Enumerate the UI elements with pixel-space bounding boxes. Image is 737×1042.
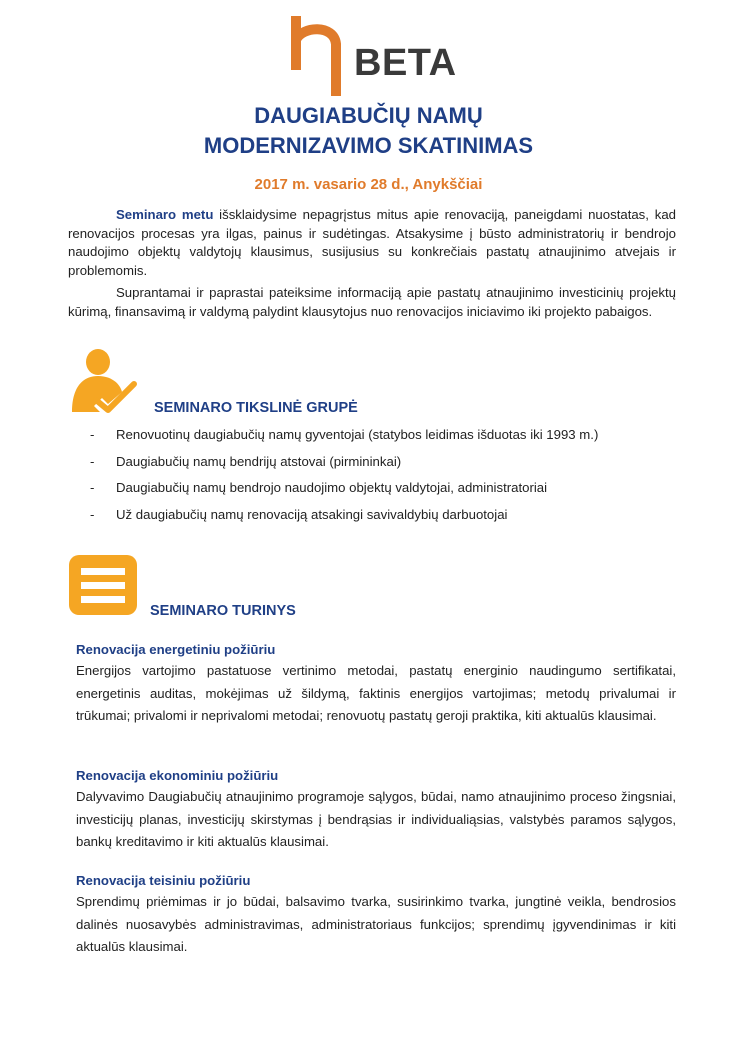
content-title: SEMINARO TURINYS — [150, 603, 296, 619]
page-title-line2: MODERNIZAVIMO SKATINIMAS — [203, 133, 534, 158]
intro-paragraph-2: Suprantamai ir paprastai pateiksime informaciją apie pastatų atnaujinimo investicinių projektų kūrimą, finansavimą ir valdymą palydint klausytojus nuo renovacijos iniciavimo iki projekto pabaigos. — [68, 285, 676, 319]
document-lines-icon — [69, 555, 137, 615]
section-heading-economic: Renovacija ekonominiu požiūriu — [76, 768, 279, 783]
date-place: 2017 m. vasario 28 d., Anykščiai — [254, 176, 483, 193]
target-group-title: SEMINARO TIKSLINĖ GRUPĖ — [154, 400, 358, 416]
list-item: - Už daugiabučių namų renovaciją atsakingi savivaldybių darbuotojai — [90, 506, 508, 522]
section-heading-energy: Renovacija energetiniu požiūriu — [76, 642, 276, 657]
person-check-icon — [68, 348, 138, 416]
section-text-energy: Energijos vartojimo pastatuose vertinimo metodai, pastatų energinio naudingumo sertifikatai, energetinis auditas, mokėjimas už šildymą, faktinis energijos vartojimas; metodų privalumai ir trūkumai; privalomi ir neprivalomi metodai; renovuotų pastatų geroji praktika, kiti aktualūs klausimai. — [76, 663, 676, 723]
intro-text-1: išsklaidysime nepagrįstus mitus apie renovaciją, paneigdami nuostatas, kad renovacijos procesas yra ilgas, painus ir sudėtingas. Atsakysime į būsto administratorių ir bendrojo naudojimo objektų valdytojų klausimus, susijusius su konkrečiais pastatų atnaujinimo atvejais ir problemomis. — [68, 207, 676, 278]
target-group-list — [90, 426, 690, 532]
list-item: - Renovuotinų daugiabučių namų gyventojai (statybos leidimas išduotas iki 1993 m.) — [90, 427, 599, 442]
intro-paragraph-1 — [68, 206, 676, 280]
page-title-line1: DAUGIABUČIŲ NAMŲ — [254, 103, 483, 128]
section-heading-legal: Renovacija teisiniu požiūriu — [76, 873, 251, 888]
intro-lead: Seminaro metu — [116, 207, 214, 222]
logo-wordmark: BETA — [354, 42, 457, 84]
section-text-legal: Sprendimų priėmimas ir jo būdai, balsavimo tvarka, susirinkimo tvarka, jungtinė veikla, bendrosios dalinės nuosavybės administravimas, administratoriaus funkcijos; sprendimų įgyvendinimas ir kiti aktualūs klausimai. — [76, 894, 676, 954]
list-item: - Daugiabučių namų bendrojo naudojimo objektų valdytojai, administratoriai — [90, 480, 548, 495]
section-text-economic: Dalyvavimo Daugiabučių atnaujinimo programoje sąlygos, būdai, namo atnaujinimo proceso žingsniai, investicijų planas, investicijų skirstymas į bendrąsias ir individualiąsias, valstybės paramos sąlygos, bankų kreditavimo ir kiti aktualūs klausimai. — [76, 789, 676, 849]
list-item: - Daugiabučių namų bendrijų atstovai (pirmininkai) — [90, 453, 402, 469]
beta-logo — [288, 12, 468, 98]
eta-logo-icon — [288, 12, 348, 98]
